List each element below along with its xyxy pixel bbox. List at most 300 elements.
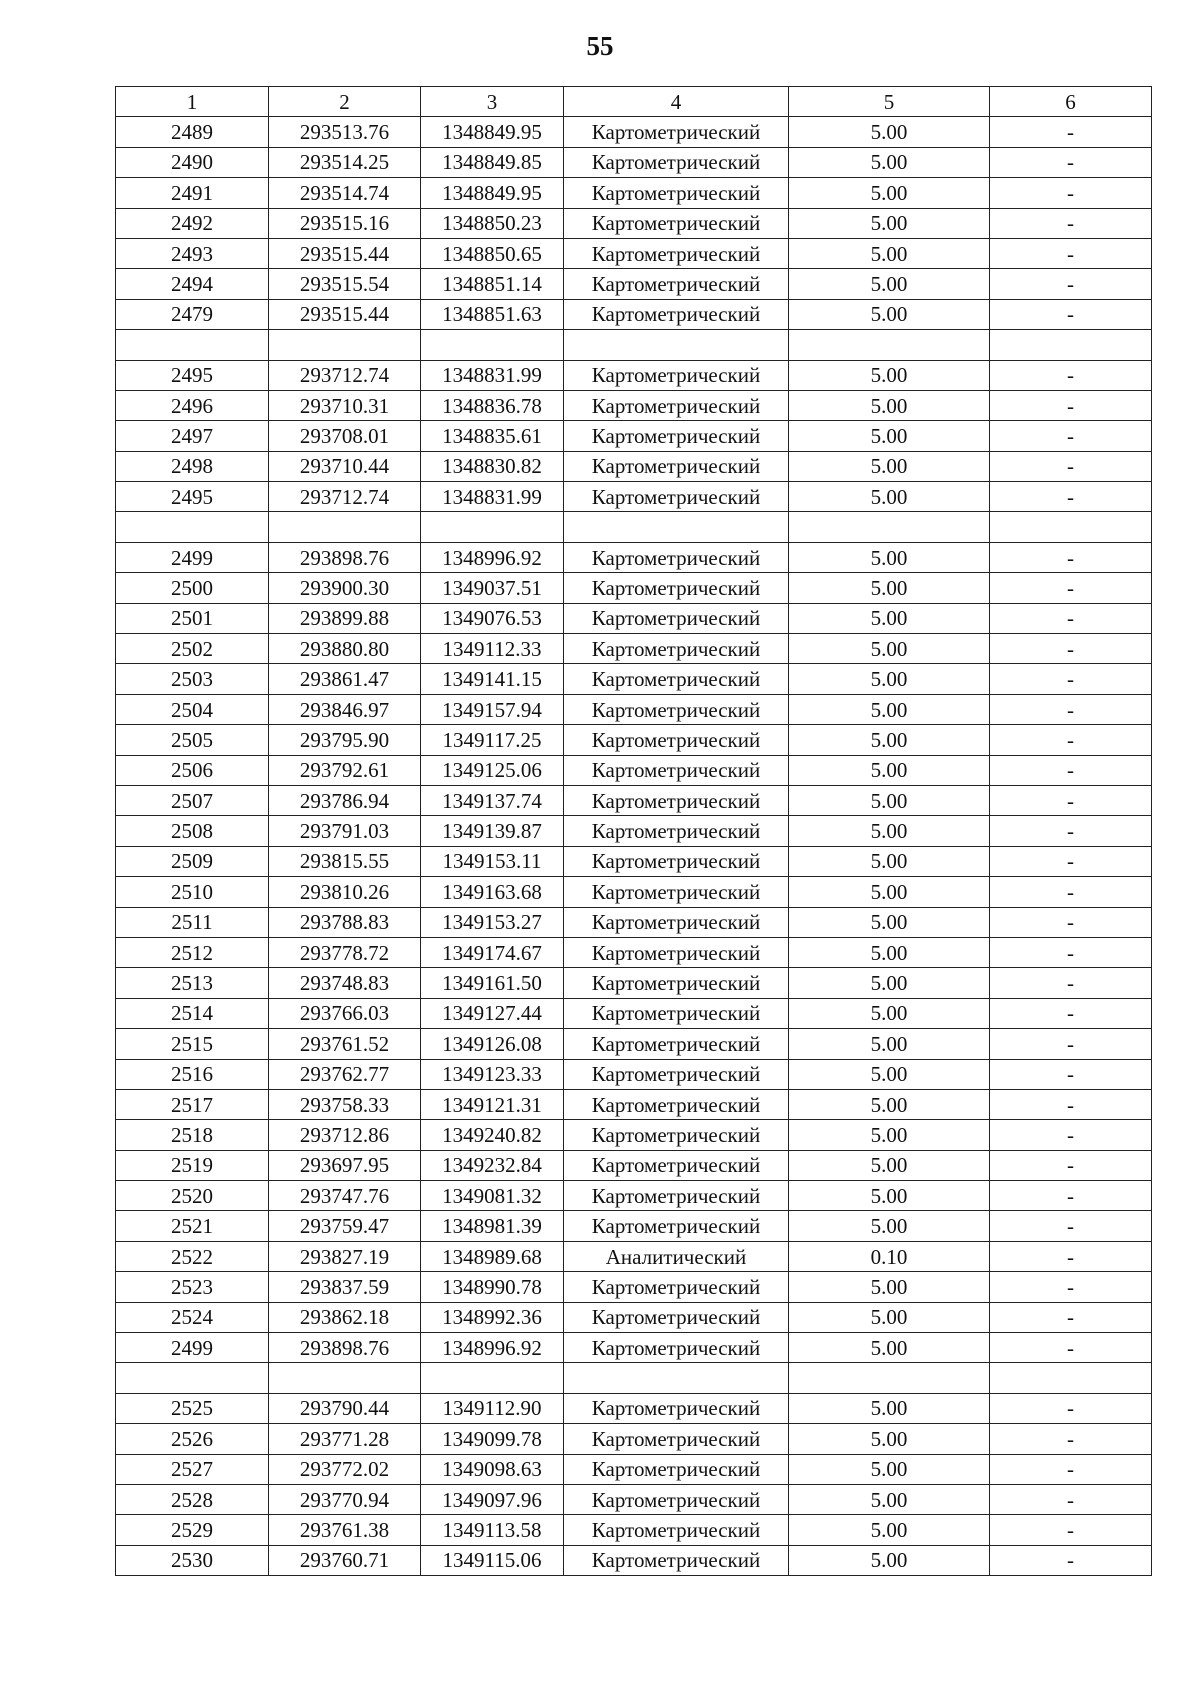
table-row [116,1363,1152,1393]
method-cell: Картометрический [564,968,789,998]
accuracy-cell: 5.00 [789,390,990,420]
x-coordinate-cell: 293513.76 [269,117,421,147]
accuracy-cell: 5.00 [789,147,990,177]
table-row [116,330,1152,360]
table-row [116,299,1152,329]
table-row [116,512,1152,542]
table-row [116,360,1152,390]
accuracy-cell: 5.00 [789,542,990,572]
accuracy-cell: 5.00 [789,1059,990,1089]
x-coordinate-cell: 293899.88 [269,603,421,633]
note-cell: - [990,1211,1152,1241]
y-coordinate-cell: 1348992.36 [421,1302,564,1332]
y-coordinate-cell: 1349153.11 [421,846,564,876]
note-cell: - [990,603,1152,633]
method-cell: Картометрический [564,846,789,876]
point-number-cell: 2505 [116,725,269,755]
x-coordinate-cell: 293515.44 [269,299,421,329]
method-cell: Картометрический [564,147,789,177]
method-cell: Картометрический [564,785,789,815]
point-number-cell: 2498 [116,451,269,481]
note-cell: - [990,1272,1152,1302]
y-coordinate-cell: 1348850.65 [421,238,564,268]
method-cell: Картометрический [564,1333,789,1363]
point-number-cell: 2495 [116,482,269,512]
y-coordinate-cell: 1349174.67 [421,937,564,967]
accuracy-cell [789,330,990,360]
accuracy-cell: 5.00 [789,1424,990,1454]
accuracy-cell [789,512,990,542]
point-number-cell: 2519 [116,1150,269,1180]
y-coordinate-cell: 1349113.58 [421,1515,564,1545]
accuracy-cell [789,1363,990,1393]
method-cell: Картометрический [564,208,789,238]
point-number-cell: 2490 [116,147,269,177]
point-number-cell: 2518 [116,1120,269,1150]
method-cell: Картометрический [564,117,789,147]
x-coordinate-cell: 293862.18 [269,1302,421,1332]
table-row [116,664,1152,694]
point-number-cell: 2495 [116,360,269,390]
method-cell [564,330,789,360]
accuracy-cell: 5.00 [789,755,990,785]
x-coordinate-cell: 293898.76 [269,1333,421,1363]
x-coordinate-cell [269,1363,421,1393]
x-coordinate-cell: 293758.33 [269,1089,421,1119]
note-cell: - [990,451,1152,481]
method-cell: Картометрический [564,360,789,390]
point-number-cell: 2527 [116,1454,269,1484]
y-coordinate-cell: 1348996.92 [421,542,564,572]
x-coordinate-cell: 293760.71 [269,1545,421,1575]
note-cell: - [990,1515,1152,1545]
note-cell: - [990,1302,1152,1332]
header-cell: 4 [564,87,789,117]
point-number-cell: 2494 [116,269,269,299]
table-row [116,998,1152,1028]
x-coordinate-cell: 293762.77 [269,1059,421,1089]
point-number-cell: 2501 [116,603,269,633]
method-cell: Картометрический [564,877,789,907]
x-coordinate-cell: 293710.44 [269,451,421,481]
accuracy-cell: 5.00 [789,877,990,907]
table-header-row [116,87,1152,117]
x-coordinate-cell: 293900.30 [269,573,421,603]
y-coordinate-cell: 1348981.39 [421,1211,564,1241]
table-row [116,1181,1152,1211]
header-cell: 1 [116,87,269,117]
x-coordinate-cell: 293514.25 [269,147,421,177]
point-number-cell: 2493 [116,238,269,268]
method-cell: Картометрический [564,907,789,937]
y-coordinate-cell: 1349123.33 [421,1059,564,1089]
y-coordinate-cell: 1349121.31 [421,1089,564,1119]
y-coordinate-cell: 1349098.63 [421,1454,564,1484]
note-cell: - [990,725,1152,755]
method-cell: Картометрический [564,390,789,420]
accuracy-cell: 5.00 [789,1545,990,1575]
table-row [116,1241,1152,1271]
point-number-cell: 2502 [116,634,269,664]
point-number-cell: 2515 [116,1029,269,1059]
note-cell [990,1363,1152,1393]
method-cell: Картометрический [564,238,789,268]
method-cell: Картометрический [564,634,789,664]
x-coordinate-cell: 293898.76 [269,542,421,572]
note-cell: - [990,482,1152,512]
y-coordinate-cell: 1349157.94 [421,694,564,724]
x-coordinate-cell: 293712.74 [269,360,421,390]
y-coordinate-cell: 1349161.50 [421,968,564,998]
x-coordinate-cell: 293748.83 [269,968,421,998]
y-coordinate-cell: 1349112.90 [421,1393,564,1423]
method-cell: Картометрический [564,725,789,755]
table-row [116,1302,1152,1332]
accuracy-cell: 5.00 [789,785,990,815]
method-cell: Аналитический [564,1241,789,1271]
point-number-cell [116,1363,269,1393]
point-number-cell: 2512 [116,937,269,967]
page-number: 55 [586,31,614,61]
accuracy-cell: 5.00 [789,208,990,238]
method-cell: Картометрический [564,178,789,208]
method-cell: Картометрический [564,451,789,481]
table-row [116,1393,1152,1423]
accuracy-cell: 5.00 [789,664,990,694]
x-coordinate-cell: 293761.38 [269,1515,421,1545]
accuracy-cell: 5.00 [789,846,990,876]
x-coordinate-cell: 293710.31 [269,390,421,420]
point-number-cell: 2514 [116,998,269,1028]
x-coordinate-cell: 293514.74 [269,178,421,208]
point-number-cell: 2517 [116,1089,269,1119]
point-number-cell: 2523 [116,1272,269,1302]
point-number-cell: 2513 [116,968,269,998]
x-coordinate-cell: 293792.61 [269,755,421,785]
accuracy-cell: 5.00 [789,573,990,603]
table-row [116,1029,1152,1059]
accuracy-cell: 5.00 [789,482,990,512]
y-coordinate-cell: 1349099.78 [421,1424,564,1454]
accuracy-cell: 5.00 [789,1454,990,1484]
method-cell [564,1363,789,1393]
note-cell: - [990,998,1152,1028]
y-coordinate-cell: 1349076.53 [421,603,564,633]
y-coordinate-cell: 1348851.14 [421,269,564,299]
method-cell: Картометрический [564,603,789,633]
table-row [116,907,1152,937]
point-number-cell: 2504 [116,694,269,724]
accuracy-cell: 5.00 [789,1333,990,1363]
x-coordinate-cell: 293795.90 [269,725,421,755]
method-cell: Картометрический [564,816,789,846]
point-number-cell: 2516 [116,1059,269,1089]
method-cell: Картометрический [564,998,789,1028]
y-coordinate-cell: 1348849.95 [421,117,564,147]
header-cell: 6 [990,87,1152,117]
accuracy-cell: 5.00 [789,907,990,937]
note-cell [990,512,1152,542]
y-coordinate-cell: 1349115.06 [421,1545,564,1575]
x-coordinate-cell: 293827.19 [269,1241,421,1271]
table-row [116,877,1152,907]
note-cell: - [990,1029,1152,1059]
x-coordinate-cell: 293880.80 [269,634,421,664]
x-coordinate-cell: 293791.03 [269,816,421,846]
note-cell: - [990,421,1152,451]
table-row [116,178,1152,208]
method-cell: Картометрический [564,1272,789,1302]
accuracy-cell: 5.00 [789,1181,990,1211]
table-row [116,937,1152,967]
accuracy-cell: 5.00 [789,816,990,846]
method-cell: Картометрический [564,1545,789,1575]
note-cell: - [990,664,1152,694]
table-row [116,816,1152,846]
table-row [116,1211,1152,1241]
x-coordinate-cell: 293846.97 [269,694,421,724]
accuracy-cell: 5.00 [789,694,990,724]
method-cell [564,512,789,542]
method-cell: Картометрический [564,1393,789,1423]
method-cell: Картометрический [564,1515,789,1545]
y-coordinate-cell: 1349141.15 [421,664,564,694]
table-row [116,1150,1152,1180]
accuracy-cell: 5.00 [789,634,990,664]
table-row [116,573,1152,603]
x-coordinate-cell: 293747.76 [269,1181,421,1211]
note-cell: - [990,785,1152,815]
y-coordinate-cell: 1348831.99 [421,482,564,512]
method-cell: Картометрический [564,1059,789,1089]
note-cell: - [990,937,1152,967]
x-coordinate-cell: 293712.86 [269,1120,421,1150]
method-cell: Картометрический [564,1484,789,1514]
accuracy-cell: 5.00 [789,1089,990,1119]
note-cell: - [990,1545,1152,1575]
note-cell: - [990,390,1152,420]
point-number-cell: 2524 [116,1302,269,1332]
y-coordinate-cell: 1349232.84 [421,1150,564,1180]
point-number-cell [116,330,269,360]
y-coordinate-cell: 1348836.78 [421,390,564,420]
accuracy-cell: 5.00 [789,117,990,147]
accuracy-cell: 5.00 [789,603,990,633]
note-cell: - [990,1424,1152,1454]
x-coordinate-cell: 293697.95 [269,1150,421,1180]
table-row [116,269,1152,299]
method-cell: Картометрический [564,1029,789,1059]
y-coordinate-cell: 1349163.68 [421,877,564,907]
x-coordinate-cell: 293515.54 [269,269,421,299]
y-coordinate-cell: 1348835.61 [421,421,564,451]
x-coordinate-cell: 293815.55 [269,846,421,876]
note-cell: - [990,877,1152,907]
point-number-cell: 2507 [116,785,269,815]
note-cell: - [990,1059,1152,1089]
table-row [116,1272,1152,1302]
y-coordinate-cell: 1349081.32 [421,1181,564,1211]
table-row [116,1454,1152,1484]
note-cell: - [990,299,1152,329]
table-row [116,117,1152,147]
note-cell: - [990,542,1152,572]
y-coordinate-cell: 1349097.96 [421,1484,564,1514]
note-cell: - [990,1484,1152,1514]
note-cell: - [990,269,1152,299]
point-number-cell: 2479 [116,299,269,329]
y-coordinate-cell [421,330,564,360]
point-number-cell: 2525 [116,1393,269,1423]
method-cell: Картометрический [564,1089,789,1119]
x-coordinate-cell: 293761.52 [269,1029,421,1059]
accuracy-cell: 5.00 [789,937,990,967]
point-number-cell: 2509 [116,846,269,876]
x-coordinate-cell: 293759.47 [269,1211,421,1241]
table-row [116,634,1152,664]
accuracy-cell: 0.10 [789,1241,990,1271]
table-row [116,968,1152,998]
method-cell: Картометрический [564,1302,789,1332]
note-cell: - [990,816,1152,846]
method-cell: Картометрический [564,1181,789,1211]
note-cell: - [990,755,1152,785]
accuracy-cell: 5.00 [789,1302,990,1332]
note-cell: - [990,846,1152,876]
table-row [116,1484,1152,1514]
method-cell: Картометрический [564,542,789,572]
point-number-cell: 2489 [116,117,269,147]
accuracy-cell: 5.00 [789,178,990,208]
table-row [116,238,1152,268]
coordinates-table [115,86,1152,1576]
point-number-cell: 2492 [116,208,269,238]
accuracy-cell: 5.00 [789,238,990,268]
note-cell: - [990,694,1152,724]
y-coordinate-cell: 1349117.25 [421,725,564,755]
y-coordinate-cell: 1349137.74 [421,785,564,815]
point-number-cell: 2508 [116,816,269,846]
table-row [116,846,1152,876]
note-cell: - [990,1150,1152,1180]
table-body [116,87,1152,1576]
accuracy-cell: 5.00 [789,1515,990,1545]
note-cell: - [990,1089,1152,1119]
x-coordinate-cell [269,512,421,542]
table-row [116,785,1152,815]
accuracy-cell: 5.00 [789,1272,990,1302]
y-coordinate-cell: 1349125.06 [421,755,564,785]
y-coordinate-cell: 1348850.23 [421,208,564,238]
table-row [116,1059,1152,1089]
header-cell: 5 [789,87,990,117]
table-row [116,482,1152,512]
accuracy-cell: 5.00 [789,269,990,299]
y-coordinate-cell: 1349139.87 [421,816,564,846]
method-cell: Картометрический [564,269,789,299]
method-cell: Картометрический [564,1120,789,1150]
method-cell: Картометрический [564,1424,789,1454]
accuracy-cell: 5.00 [789,725,990,755]
x-coordinate-cell: 293515.16 [269,208,421,238]
x-coordinate-cell: 293786.94 [269,785,421,815]
method-cell: Картометрический [564,755,789,785]
note-cell: - [990,238,1152,268]
method-cell: Картометрический [564,573,789,603]
method-cell: Картометрический [564,1150,789,1180]
point-number-cell: 2503 [116,664,269,694]
y-coordinate-cell: 1348849.95 [421,178,564,208]
y-coordinate-cell: 1349240.82 [421,1120,564,1150]
x-coordinate-cell: 293772.02 [269,1454,421,1484]
accuracy-cell: 5.00 [789,1120,990,1150]
y-coordinate-cell: 1348831.99 [421,360,564,390]
method-cell: Картометрический [564,694,789,724]
y-coordinate-cell: 1349112.33 [421,634,564,664]
note-cell: - [990,178,1152,208]
table-row [116,208,1152,238]
point-number-cell: 2499 [116,542,269,572]
method-cell: Картометрический [564,421,789,451]
header-cell: 2 [269,87,421,117]
point-number-cell: 2506 [116,755,269,785]
x-coordinate-cell: 293712.74 [269,482,421,512]
table-row [116,1424,1152,1454]
table-row [116,725,1152,755]
point-number-cell: 2510 [116,877,269,907]
point-number-cell: 2520 [116,1181,269,1211]
method-cell: Картометрический [564,937,789,967]
x-coordinate-cell: 293788.83 [269,907,421,937]
x-coordinate-cell: 293861.47 [269,664,421,694]
method-cell: Картометрический [564,1454,789,1484]
accuracy-cell: 5.00 [789,299,990,329]
table-row [116,451,1152,481]
x-coordinate-cell: 293778.72 [269,937,421,967]
method-cell: Картометрический [564,299,789,329]
note-cell: - [990,573,1152,603]
point-number-cell: 2528 [116,1484,269,1514]
table-row [116,1515,1152,1545]
accuracy-cell: 5.00 [789,1484,990,1514]
x-coordinate-cell: 293708.01 [269,421,421,451]
accuracy-cell: 5.00 [789,998,990,1028]
y-coordinate-cell: 1349127.44 [421,998,564,1028]
x-coordinate-cell: 293810.26 [269,877,421,907]
note-cell: - [990,1181,1152,1211]
y-coordinate-cell: 1349153.27 [421,907,564,937]
note-cell: - [990,1241,1152,1271]
x-coordinate-cell: 293771.28 [269,1424,421,1454]
accuracy-cell: 5.00 [789,1150,990,1180]
method-cell: Картометрический [564,482,789,512]
y-coordinate-cell: 1348990.78 [421,1272,564,1302]
y-coordinate-cell: 1349126.08 [421,1029,564,1059]
accuracy-cell: 5.00 [789,968,990,998]
y-coordinate-cell: 1348830.82 [421,451,564,481]
note-cell: - [990,907,1152,937]
accuracy-cell: 5.00 [789,421,990,451]
y-coordinate-cell [421,512,564,542]
x-coordinate-cell: 293515.44 [269,238,421,268]
accuracy-cell: 5.00 [789,451,990,481]
note-cell: - [990,1120,1152,1150]
point-number-cell: 2499 [116,1333,269,1363]
x-coordinate-cell: 293790.44 [269,1393,421,1423]
y-coordinate-cell: 1348996.92 [421,1333,564,1363]
accuracy-cell: 5.00 [789,1029,990,1059]
table-row [116,1089,1152,1119]
